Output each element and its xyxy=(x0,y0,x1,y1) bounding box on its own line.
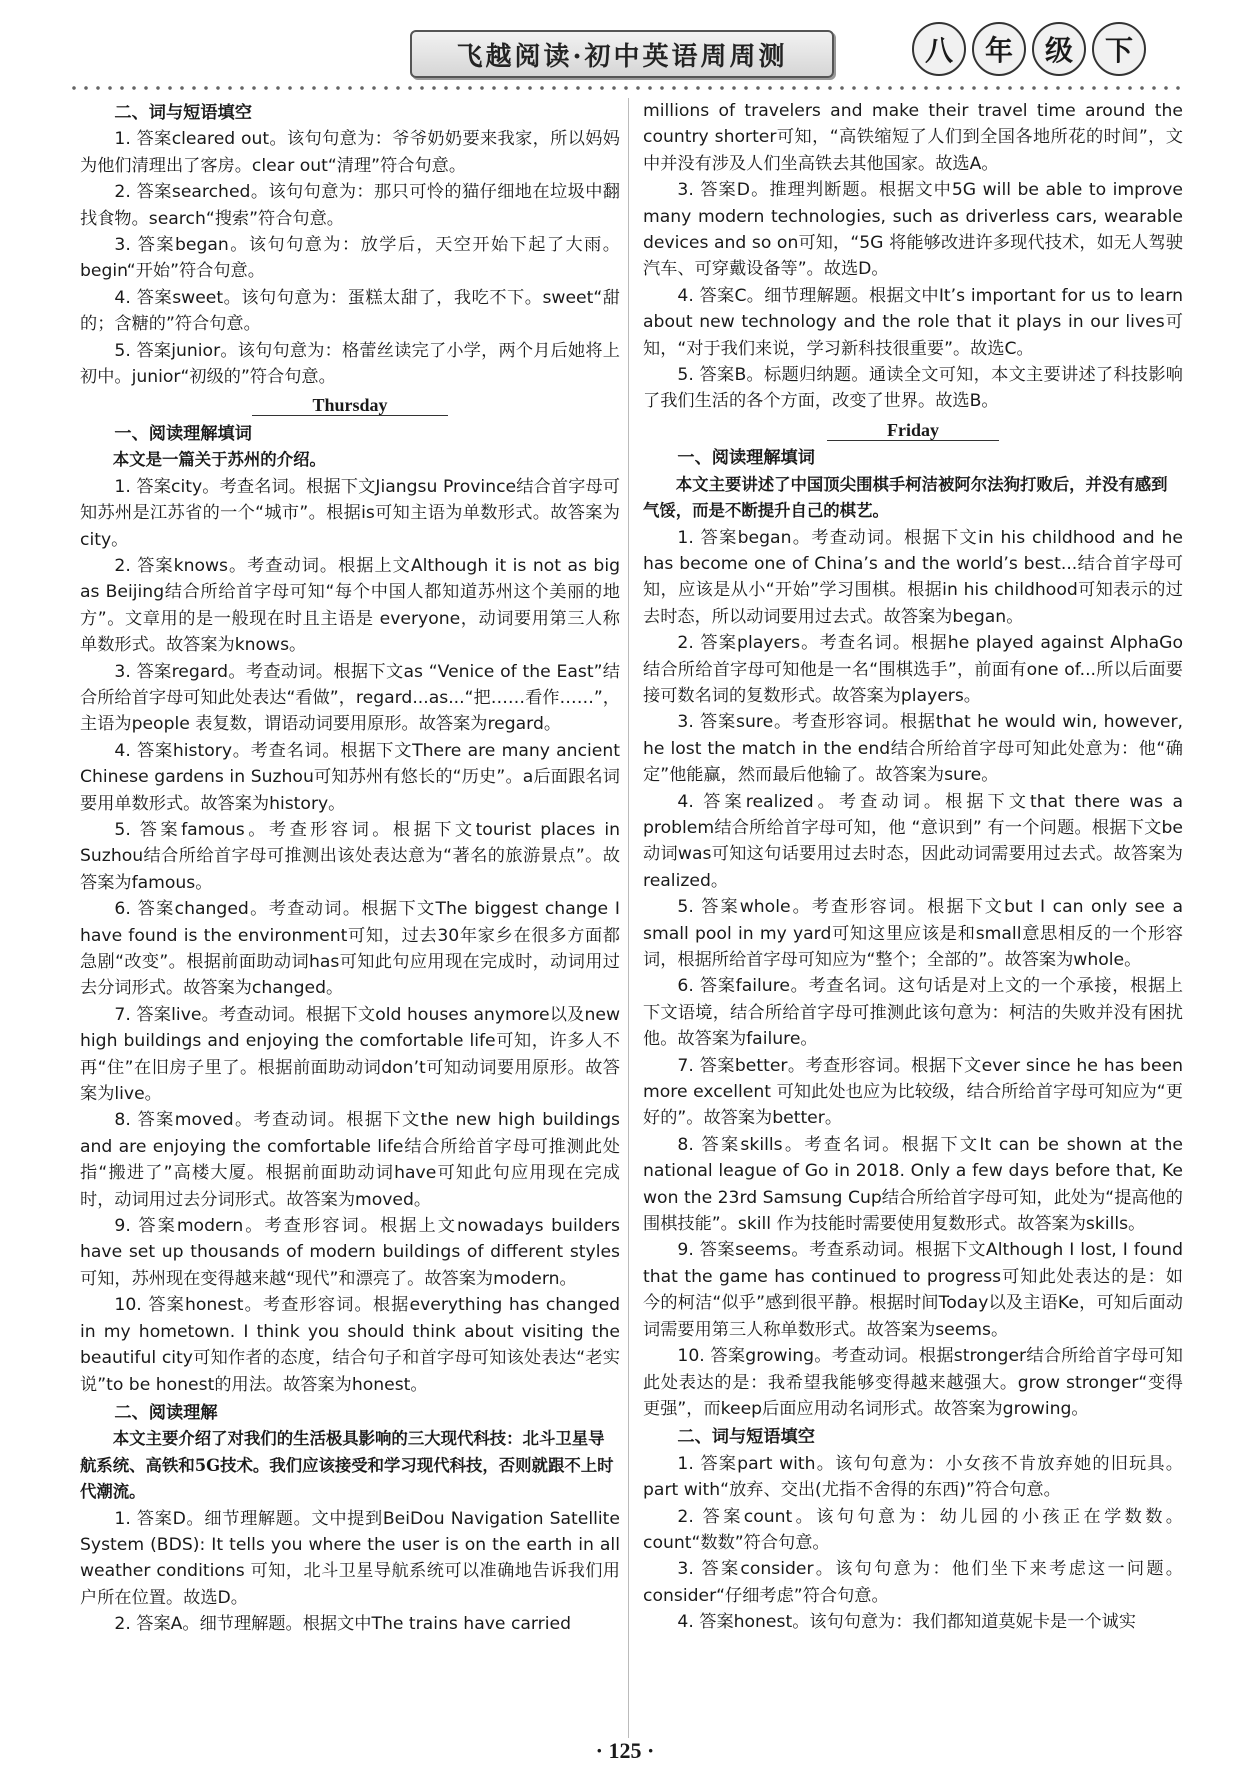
answer-item: 2. 答案knows。考查动词。根据上文Although it is not as big as Beijing结合所给首字母可知“每个中国人都知道苏州这个美丽的地方”。文章用的是一般现在时且主语是 everyone，动词要用第三人称单数形式。故答案为knows。 xyxy=(80,555,620,656)
day-heading-friday xyxy=(643,417,1183,443)
answer-item: 5. 答案B。标题归纳题。通读全文可知，本文主要讲述了科技影响了我们生活的各个方面，改变了世界。故选B。 xyxy=(643,365,1183,412)
day-label: Friday xyxy=(827,420,999,441)
answer-item: 4. 答案honest。该句句意为：我们都知道莫妮卡是一个诚实 xyxy=(677,1612,1136,1633)
passage-intro: 本文主要讲述了中国顶尖围棋手柯洁被阿尔法狗打败后，并没有感到气馁，而是不断提升自己的棋艺。 xyxy=(643,474,1168,521)
answer-item: 2. 答案searched。该句句意为：那只可怜的猫仔细地在垃圾中翻找食物。search“搜索”符合句意。 xyxy=(80,182,620,229)
answer-item: 4. 答案realized。考查动词。根据下文that there was a problem结合所给首字母可知，他 “意识到” 有一个问题。根据下文be动词was可知这句话要用过去时态，因此动词需要用过去式。故答案为realized。 xyxy=(643,791,1183,891)
answer-item: 3. 答案sure。考查形容词。根据that he would win, however, he lost the match in the end结合所给首字母可知此处意为：他“确定”他能赢，然而最后他输了。故答案为sure。 xyxy=(643,712,1183,786)
right-column xyxy=(643,98,1183,1738)
answer-item: 10. 答案growing。考查动词。根据stronger结合所给首字母可知此处表达的是：我希望我能够变得越来越强大。grow stronger“变得更强”，而keep后面应用动名词形式。故答案为growing。 xyxy=(643,1346,1183,1419)
day-label: Thursday xyxy=(252,395,447,416)
answer-item: 5. 答案junior。该句句意为：格蕾丝读完了小学，两个月后她将上初中。junior“初级的”符合句意。 xyxy=(80,340,620,388)
day-heading-thursday xyxy=(80,392,620,418)
section-heading: 二、阅读理解 xyxy=(114,1402,218,1423)
section-heading: 一、阅读理解填词 xyxy=(114,423,252,444)
section-heading: 一、阅读理解填词 xyxy=(677,448,815,469)
passage-intro: 本文主要介绍了对我们的生活极具影响的三大现代科技：北斗卫星导航系统、高铁和5G技术。我们应该接受和学习现代科技，否则就跟不上时代潮流。 xyxy=(80,1429,614,1502)
answer-item: 4. 答案C。细节理解题。根据文中It’s important for us to learn about new technology and the role that it plays in our lives可知，“对于我们来说，学习新科技很重要”。故选C。 xyxy=(643,285,1183,359)
book-title-banner: 飞越阅读·初中英语周周测 xyxy=(410,30,834,78)
answer-item: 2. 答案players。考查名词。根据he played against AlphaGo结合所给首字母可知他是一名“围棋选手”，前面有one of...所以后面要接可数名词的复数形式。故答案为players。 xyxy=(643,633,1183,706)
answer-item: 6. 答案changed。考查动词。根据下文The biggest change I have found is the environment可知，过去30年家乡在很多方面都急剧“改变”。根据前面助动词has可知此句应用现在完成时，动词用过去分词形式。故答案为changed。 xyxy=(80,899,620,999)
answer-item: 7. 答案live。考查动词。根据下文old houses anymore以及new high buildings and enjoying the comfortable life可知，许多人不再“住”在旧房子里了。根据前面助动词don’t可知动词要用原形。故答案为live。 xyxy=(80,1004,620,1105)
answer-item: 8. 答案moved。考查动词。根据下文the new high buildings and are enjoying the comfortable life结合所给首字母可推测此处指“搬进了”高楼大厦。根据前面助动词have可知此句应用现在完成时，动词用过去分词形式。故答案为moved。 xyxy=(80,1110,620,1210)
answer-item: 2. 答案A。细节理解题。根据文中The trains have carried xyxy=(114,1614,572,1635)
answer-item: 4. 答案history。考查名词。根据下文There are many ancient Chinese gardens in Suzhou可知苏州有悠长的“历史”。a后面跟名词要用单数形式。故答案为history。 xyxy=(80,740,620,814)
grade-char: 年 xyxy=(972,22,1026,76)
grade-char: 下 xyxy=(1092,22,1146,76)
answer-item: 7. 答案better。考查形容词。根据下文ever since he has been more excellent 可知此处也应为比较级，结合所给首字母可知应为“更好的”。故答案为better。 xyxy=(643,1055,1183,1129)
answer-item: 9. 答案modern。考查形容词。根据上文nowadays builders have set up thousands of modern buildings of different styles可知，苏州现在变得越来越“现代”和漂亮了。故答案为modern。 xyxy=(80,1216,620,1289)
left-column xyxy=(80,98,620,1738)
answer-item: 3. 答案began。该句句意为：放学后，天空开始下起了大雨。begin“开始”符合句意。 xyxy=(80,235,620,282)
grade-badge xyxy=(912,22,1146,74)
answer-item: 1. 答案D。细节理解题。文中提到BeiDou Navigation Satellite System (BDS): It tells you where the user is on the earth in all weather conditions 可知，北斗卫星导航系统可以准确地告诉我们用户所在位置。故选D。 xyxy=(80,1508,620,1608)
answer-item: 5. 答案famous。考查形容词。根据下文tourist places in Suzhou结合所给首字母可推测出该处表达意为“著名的旅游景点”。故答案为famous。 xyxy=(80,819,620,893)
answer-item: 2. 答案count。该句句意为：幼儿园的小孩正在学数数。count“数数”符合句意。 xyxy=(643,1506,1183,1553)
answer-item: 10. 答案honest。考查形容词。根据everything has changed in my hometown. I think you should think about visiting the beautiful city可知作者的态度，结合句子和首字母可知该处表达“老实说”to be honest的用法。故答案为honest。 xyxy=(80,1295,620,1395)
answer-item: 5. 答案whole。考查形容词。根据下文but I can only see a small pool in my yard可知这里应该是和small意思相反的一个形容词，根据所给首字母可知应为“整个；全部的”。故答案为whole。 xyxy=(643,897,1183,970)
column-divider xyxy=(628,98,629,1738)
answer-item: 9. 答案seems。考查系动词。根据下文Although I lost, I found that the game has continued to progress可知此处表达的是：如今的柯洁“似乎”感到很平静。根据时间Today以及主语Ke，可知后面动词需要用第三人称单数形式。故答案为seems。 xyxy=(643,1240,1183,1340)
page-header xyxy=(0,0,1250,92)
answer-item: 4. 答案sweet。该句句意为：蛋糕太甜了，我吃不下。sweet“甜的；含糖的”符合句意。 xyxy=(80,287,620,335)
answer-item: 6. 答案failure。考查名词。这句话是对上文的一个承接，根据上下文语境，结合所给首字母可推测此该句意为：柯洁的失败并没有困扰他。故答案为failure。 xyxy=(643,976,1183,1050)
answer-item: 1. 答案began。考查动词。根据下文in his childhood and he has become one of China’s and the world’s best...结合首字母可知，应该是从小“开始”学习围棋。根据in his childhood可知表示的过去时态，所以动词要用过去式。故答案为began。 xyxy=(643,527,1183,627)
passage-intro: 本文是一篇关于苏州的介绍。 xyxy=(112,450,326,470)
answer-item: 1. 答案cleared out。该句句意为：爷爷奶奶要来我家，所以妈妈为他们清理出了客房。clear out“清理”符合句意。 xyxy=(80,129,620,176)
dotted-rule xyxy=(68,82,1180,94)
section-heading: 二、词与短语填空 xyxy=(114,103,252,123)
page-number: · 125 · xyxy=(595,1738,655,1763)
grade-char: 级 xyxy=(1032,22,1086,76)
answer-item: 1. 答案city。考查名词。根据下文Jiangsu Province结合首字母可知苏州是江苏省的一个“城市”。根据is可知主语为单数形式。故答案为city。 xyxy=(80,476,620,550)
grade-char: 八 xyxy=(912,22,966,76)
section-heading: 二、词与短语填空 xyxy=(677,1427,815,1448)
answer-item: 1. 答案part with。该句句意为：小女孩不肯放弃她的旧玩具。part with“放弃、交出(尤指不舍得的东西)”符合句意。 xyxy=(643,1453,1183,1501)
answer-item-continued: millions of travelers and make their travel time around the country shorter可知，“高铁缩短了人们到全国各地所花的时间”，文中并没有涉及人们坐高铁去其他国家。故选A。 xyxy=(643,101,1183,174)
answer-item: 3. 答案D。推理判断题。根据文中5G will be able to improve many modern technologies, such as driverless cars, wearable devices and so on可知，“5G 将能够改进许多现代技术，如无人驾驶汽车、可穿戴设备等”。故选D。 xyxy=(643,180,1183,280)
answer-item: 3. 答案regard。考查动词。根据下文as “Venice of the East”结合所给首字母可知此处表达“看做”，regard...as...“把……看作……”，主语为people 表复数，谓语动词要用原形。故答案为regard。 xyxy=(80,661,620,735)
answer-item: 8. 答案skills。考查名词。根据下文It can be shown at the national league of Go in 2018. Only a few days before that, Ke won the 23rd Samsung Cup结合所给首字母可知，此处为“提高他的围棋技能”。skill 作为技能时需要使用复数形式。故答案为skills。 xyxy=(643,1134,1183,1235)
answer-item: 3. 答案consider。该句句意为：他们坐下来考虑这一问题。consider“仔细考虑”符合句意。 xyxy=(643,1559,1183,1606)
